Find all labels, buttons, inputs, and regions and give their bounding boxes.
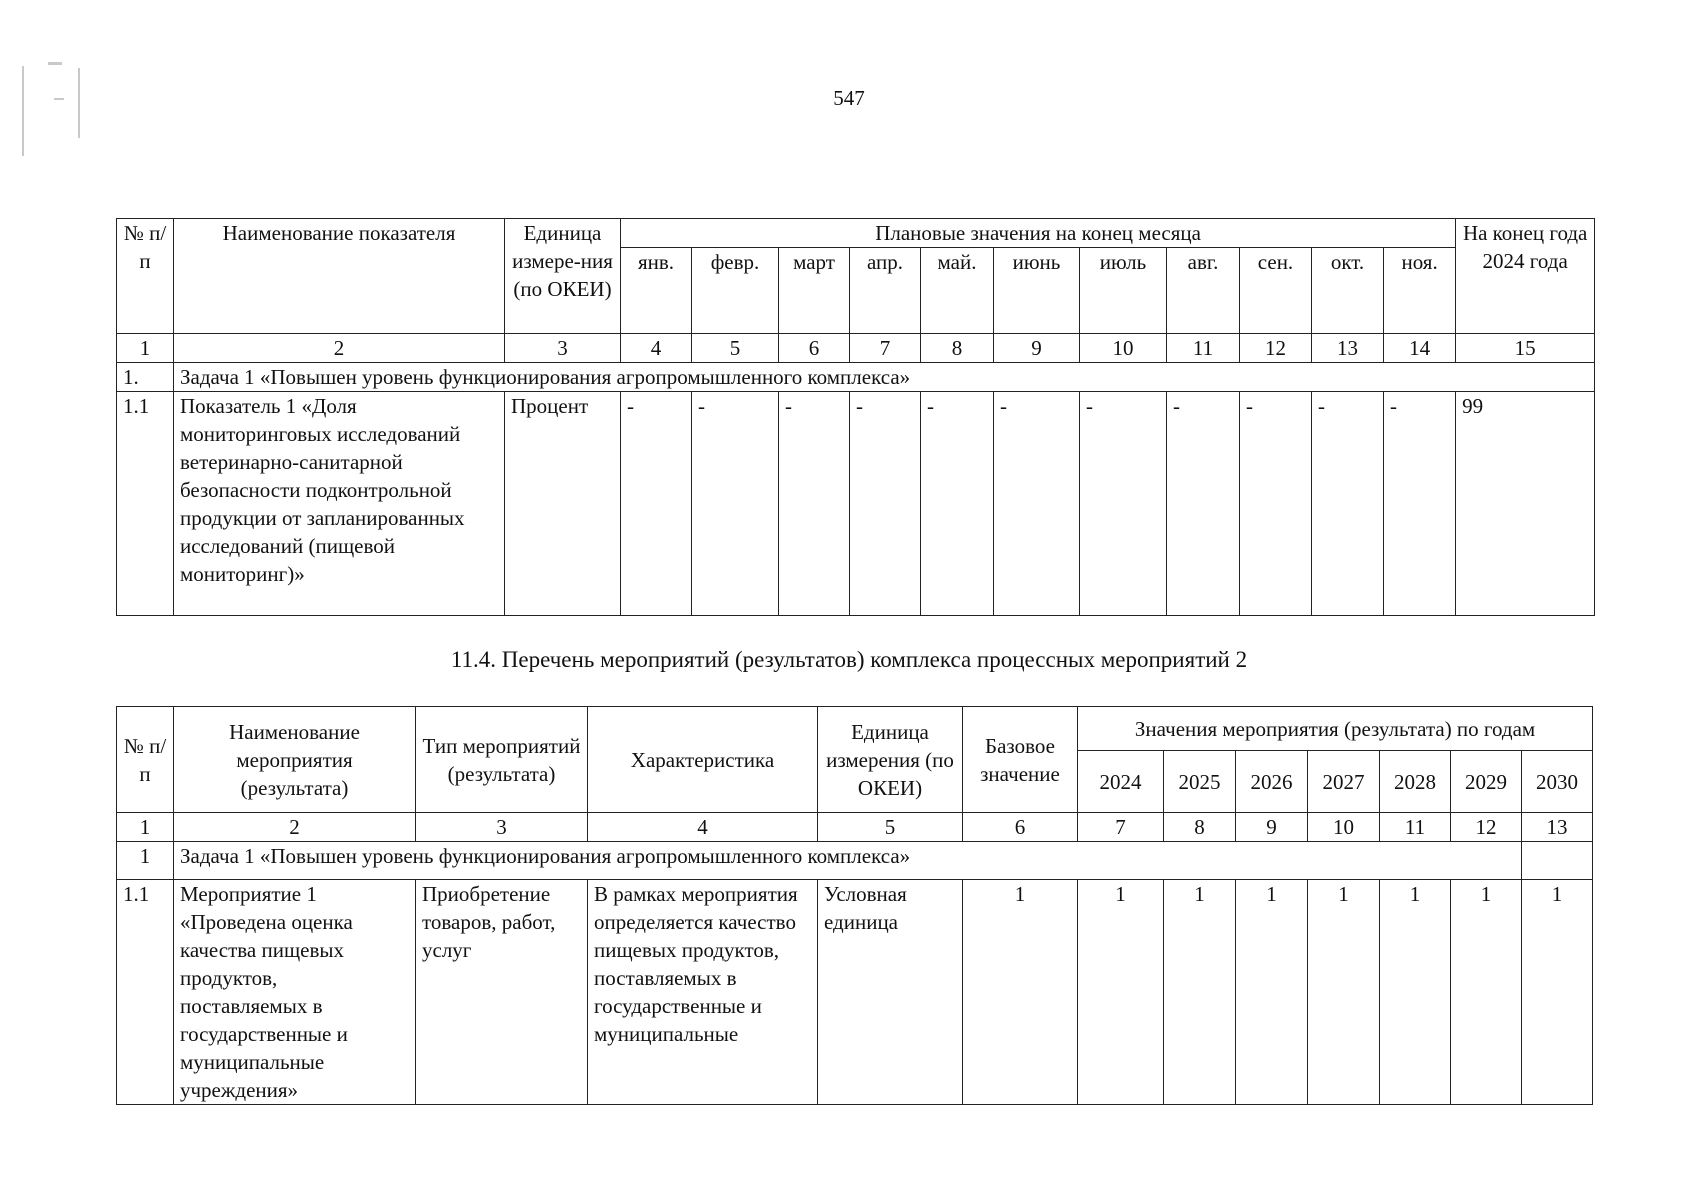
year-value: 1 xyxy=(1451,880,1522,1105)
activity-row xyxy=(117,880,1593,1105)
activity-name: Мероприятие 1 «Проведена оценка качества пищевых продуктов, поставляемых в государственные и муниципальные учреждения» xyxy=(174,880,416,1105)
column-number: 12 xyxy=(1240,334,1312,363)
task-text: Задача 1 «Повышен уровень функционирования агропромышленного комплекса» xyxy=(174,842,1522,880)
column-number: 13 xyxy=(1312,334,1384,363)
year-value: 1 xyxy=(1078,880,1164,1105)
column-number: 8 xyxy=(1164,813,1236,842)
column-number: 11 xyxy=(1167,334,1240,363)
year-header: 2028 xyxy=(1380,751,1451,813)
column-number: 4 xyxy=(588,813,818,842)
month-value: - xyxy=(621,392,692,616)
year-header: 2030 xyxy=(1522,751,1593,813)
indicator-num: 1.1 xyxy=(117,392,174,616)
year-value: 1 xyxy=(1236,880,1308,1105)
year-header: 2027 xyxy=(1308,751,1380,813)
column-number: 8 xyxy=(921,334,994,363)
month-header: янв. xyxy=(621,248,692,334)
header-planned: Плановые значения на конец месяца xyxy=(621,219,1456,248)
task-empty-cell xyxy=(1522,842,1593,880)
task-num: 1 xyxy=(117,842,174,880)
month-header: окт. xyxy=(1312,248,1384,334)
month-header: июль xyxy=(1080,248,1167,334)
header-characteristic: Характеристика xyxy=(588,707,818,813)
task-row xyxy=(117,842,1593,880)
month-value: - xyxy=(779,392,850,616)
column-number: 4 xyxy=(621,334,692,363)
header-values: Значения мероприятия (результата) по годам xyxy=(1078,707,1593,751)
activity-base: 1 xyxy=(963,880,1078,1105)
header-name: Наименование показателя xyxy=(174,219,505,334)
column-number: 7 xyxy=(850,334,921,363)
page-number: 547 xyxy=(833,86,865,110)
scan-artifact xyxy=(18,58,88,168)
header-num: № п/п xyxy=(117,219,174,334)
column-number: 10 xyxy=(1308,813,1380,842)
activity-unit: Условная единица xyxy=(818,880,963,1105)
year-header: 2025 xyxy=(1164,751,1236,813)
task-num: 1. xyxy=(117,363,174,392)
month-value: - xyxy=(1384,392,1456,616)
month-value: - xyxy=(1167,392,1240,616)
activity-characteristic: В рамках мероприятия определяется качество пищевых продуктов, поставляемых в государственные и муниципальные xyxy=(588,880,818,1105)
header-end-year: На конец года 2024 года xyxy=(1456,219,1595,334)
indicator-row xyxy=(117,392,1595,616)
column-number: 6 xyxy=(779,334,850,363)
header-num: № п/п xyxy=(117,707,174,813)
month-header: ноя. xyxy=(1384,248,1456,334)
month-header: февр. xyxy=(692,248,779,334)
month-value: - xyxy=(1080,392,1167,616)
activity-num: 1.1 xyxy=(117,880,174,1105)
column-number: 6 xyxy=(963,813,1078,842)
month-header: март xyxy=(779,248,850,334)
header-name: Наименование мероприятия (результата) xyxy=(174,707,416,813)
header-unit: Единица измере-ния (по ОКЕИ) xyxy=(505,219,621,334)
column-number-row xyxy=(117,813,1593,842)
header-unit: Единица измерения (по ОКЕИ) xyxy=(818,707,963,813)
year-value: 1 xyxy=(1164,880,1236,1105)
year-header: 2029 xyxy=(1451,751,1522,813)
column-number: 7 xyxy=(1078,813,1164,842)
column-number-row xyxy=(117,334,1595,363)
column-number: 2 xyxy=(174,813,416,842)
year-header: 2024 xyxy=(1078,751,1164,813)
indicator-name: Показатель 1 «Доля мониторинговых исследований ветеринарно-санитарной безопасности подконтрольной продукции от запланированных исследований (пищевой мониторинг)» xyxy=(174,392,505,616)
column-number: 15 xyxy=(1456,334,1595,363)
column-number: 5 xyxy=(692,334,779,363)
column-number: 14 xyxy=(1384,334,1456,363)
year-value: 1 xyxy=(1308,880,1380,1105)
column-number: 10 xyxy=(1080,334,1167,363)
month-value: - xyxy=(921,392,994,616)
column-number: 1 xyxy=(117,334,174,363)
indicator-unit: Процент xyxy=(505,392,621,616)
column-number: 11 xyxy=(1380,813,1451,842)
month-value: - xyxy=(1312,392,1384,616)
column-number: 1 xyxy=(117,813,174,842)
column-number: 9 xyxy=(1236,813,1308,842)
year-value: 1 xyxy=(1522,880,1593,1105)
month-value: - xyxy=(1240,392,1312,616)
month-value: - xyxy=(692,392,779,616)
month-header: сен. xyxy=(1240,248,1312,334)
month-header: май. xyxy=(921,248,994,334)
activity-type: Приобретение товаров, работ, услуг xyxy=(416,880,588,1105)
column-number: 3 xyxy=(505,334,621,363)
month-value: - xyxy=(994,392,1080,616)
column-number: 13 xyxy=(1522,813,1593,842)
column-number: 3 xyxy=(416,813,588,842)
task-text: Задача 1 «Повышен уровень функционирования агропромышленного комплекса» xyxy=(174,363,1595,392)
month-header: июнь xyxy=(994,248,1080,334)
year-header: 2026 xyxy=(1236,751,1308,813)
header-type: Тип мероприятий (результата) xyxy=(416,707,588,813)
indicators-table xyxy=(116,218,1595,616)
column-number: 5 xyxy=(818,813,963,842)
section-heading: 11.4. Перечень мероприятий (результатов) комплекса процессных мероприятий 2 xyxy=(450,647,1248,672)
column-number: 9 xyxy=(994,334,1080,363)
activities-table xyxy=(116,706,1593,1105)
month-header: апр. xyxy=(850,248,921,334)
month-header: авг. xyxy=(1167,248,1240,334)
column-number: 12 xyxy=(1451,813,1522,842)
header-base: Базовое значение xyxy=(963,707,1078,813)
end-year-value: 99 xyxy=(1456,392,1595,616)
task-row xyxy=(117,363,1595,392)
column-number: 2 xyxy=(174,334,505,363)
month-value: - xyxy=(850,392,921,616)
year-value: 1 xyxy=(1380,880,1451,1105)
